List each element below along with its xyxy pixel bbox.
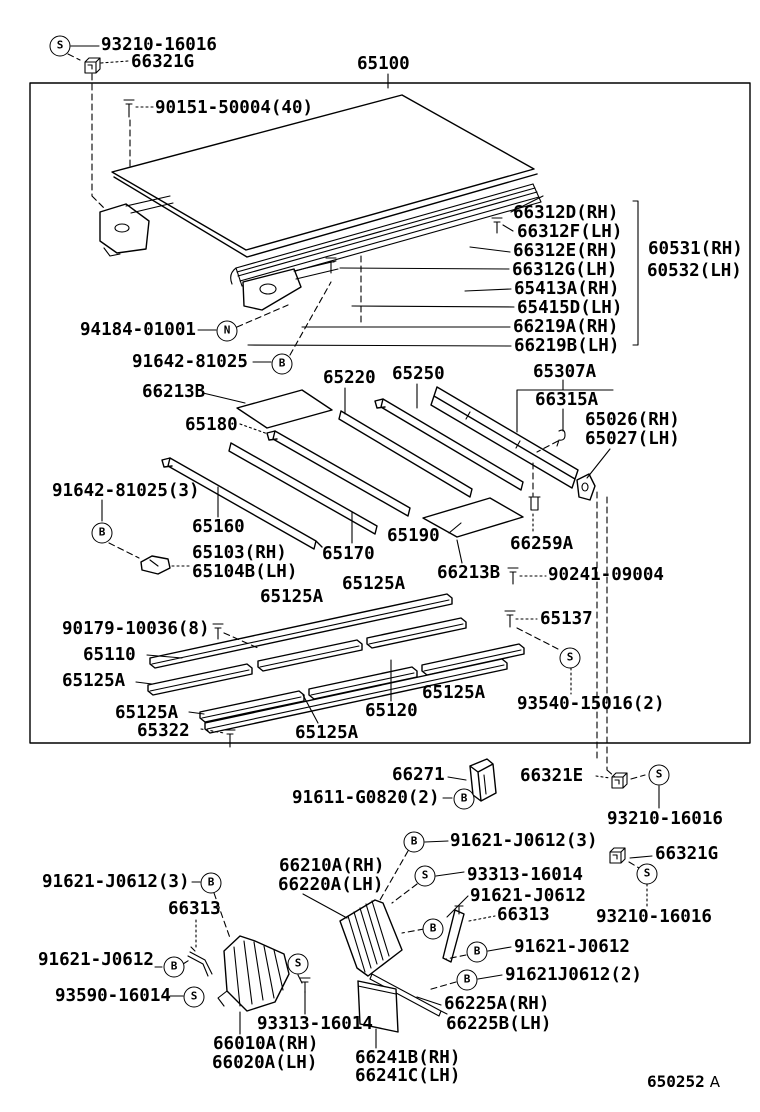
fastener-symbol-B: B	[92, 523, 113, 544]
part-label-66315A: 66315A	[535, 390, 599, 410]
fastener-symbol-B: B	[467, 942, 488, 963]
part-label-66312G-LH-: 66312G(LH)	[512, 260, 618, 280]
part-label-90241-09004: 90241-09004	[548, 565, 664, 585]
diagram-code-revision: A	[709, 1073, 721, 1091]
fastener-symbol-B: B	[454, 789, 475, 810]
fastener-symbol-S: S	[288, 954, 309, 975]
part-label-91621-J0612-3-: 91621-J0612(3)	[42, 872, 190, 892]
part-label-91621-J0612-3-: 91621-J0612(3)	[450, 831, 598, 851]
part-label-65307A: 65307A	[533, 362, 597, 382]
part-label-90179-10036-8-: 90179-10036(8)	[62, 619, 210, 639]
part-label-66010A-RH-: 66010A(RH)	[213, 1034, 319, 1054]
part-label-65137: 65137	[540, 609, 593, 629]
part-label-65250: 65250	[392, 364, 445, 384]
part-label-66020A-LH-: 66020A(LH)	[212, 1053, 318, 1073]
fastener-symbol-S: S	[50, 36, 71, 57]
fastener-symbol-S: S	[415, 866, 436, 887]
part-label-65160: 65160	[192, 517, 245, 537]
part-label-66220A-LH-: 66220A(LH)	[278, 875, 384, 895]
part-label-66313: 66313	[497, 905, 550, 925]
fastener-symbol-N: N	[217, 321, 238, 342]
fastener-symbol-B: B	[164, 957, 185, 978]
part-label-66225A-RH-: 66225A(RH)	[444, 994, 550, 1014]
part-label-65125A: 65125A	[62, 671, 126, 691]
part-label-66219A-RH-: 66219A(RH)	[513, 317, 619, 337]
part-label-65322: 65322	[137, 721, 190, 741]
part-label-65125A: 65125A	[422, 683, 486, 703]
part-label-66271: 66271	[392, 765, 445, 785]
fastener-symbol-S: S	[649, 765, 670, 786]
fastener-symbol-B: B	[201, 873, 222, 894]
clip-nut-icon	[85, 58, 100, 73]
fastener-symbol-B: B	[457, 970, 478, 991]
part-label-91621-J0612: 91621-J0612	[514, 937, 630, 957]
front-corner-bracket-drawing	[100, 196, 173, 256]
part-label-65120: 65120	[365, 701, 418, 721]
part-label-93210-16016: 93210-16016	[607, 809, 723, 829]
part-label-93210-16016: 93210-16016	[101, 35, 217, 55]
fastener-symbol-S: S	[560, 648, 581, 669]
part-label-91611-G0820-2-: 91611-G0820(2)	[292, 788, 440, 808]
part-label-93590-16014: 93590-16014	[55, 986, 171, 1006]
fastener-symbol-B: B	[404, 832, 425, 853]
part-label-65103-RH-: 65103(RH)	[192, 543, 287, 563]
part-label-93313-16014: 93313-16014	[257, 1014, 373, 1034]
part-label-93540-15016-2-: 93540-15016(2)	[517, 694, 665, 714]
part-label-66312D-RH-: 66312D(RH)	[513, 203, 619, 223]
part-label-90151-50004-40-: 90151-50004(40)	[155, 98, 314, 118]
part-label-66312E-RH-: 66312E(RH)	[513, 241, 619, 261]
corner-gusset-drawing	[243, 261, 338, 310]
floor-board-drawings	[148, 594, 524, 733]
part-label-66210A-RH-: 66210A(RH)	[279, 856, 385, 876]
part-label-66321G: 66321G	[131, 52, 195, 72]
part-label-66312F-LH-: 66312F(LH)	[517, 222, 623, 242]
part-label-65026-RH-: 65026(RH)	[585, 410, 680, 430]
part-label-66321G: 66321G	[655, 844, 719, 864]
part-label-60531-RH-: 60531(RH)	[648, 239, 743, 259]
part-label-65100: 65100	[357, 54, 410, 74]
part-label-91621-J0612: 91621-J0612	[38, 950, 154, 970]
clip-nut-icon	[612, 773, 627, 788]
part-label-65170: 65170	[322, 544, 375, 564]
diagram-code-number: 650252	[647, 1072, 705, 1091]
fender-brace-left-drawing	[188, 947, 212, 976]
part-label-66241B-RH-: 66241B(RH)	[355, 1048, 461, 1068]
part-label-65190: 65190	[387, 526, 440, 546]
part-label-66241C-LH-: 66241C(LH)	[355, 1066, 461, 1086]
support-pin-drawing	[529, 497, 540, 510]
part-label-65027-LH-: 65027(LH)	[585, 429, 680, 449]
part-label-91642-81025: 91642-81025	[132, 352, 248, 372]
part-label-94184-01001: 94184-01001	[80, 320, 196, 340]
fastener-symbol-B: B	[272, 354, 293, 375]
fender-brace-right-drawing	[443, 906, 464, 962]
part-label-65413A-RH-: 65413A(RH)	[514, 279, 620, 299]
part-label-65180: 65180	[185, 415, 238, 435]
quarter-support-drawing	[340, 900, 402, 976]
clamp-plate-drawing	[141, 556, 170, 574]
part-label-91621-J0612: 91621-J0612	[470, 886, 586, 906]
end-bracket-drawing	[577, 474, 595, 500]
clip-drawing	[557, 430, 565, 446]
part-label-65104B-LH-: 65104B(LH)	[192, 562, 298, 582]
part-label-65125A: 65125A	[295, 723, 359, 743]
fastener-symbol-S: S	[184, 987, 205, 1008]
mud-guard-drawing	[218, 936, 289, 1011]
part-label-65110: 65110	[83, 645, 136, 665]
part-label-65125A: 65125A	[342, 574, 406, 594]
spare-plate-drawing	[237, 390, 332, 428]
clip-nut-icon	[610, 848, 625, 863]
part-label-93313-16014: 93313-16014	[467, 865, 583, 885]
part-label-66321E: 66321E	[520, 766, 584, 786]
part-label-66219B-LH-: 66219B(LH)	[514, 336, 620, 356]
fastener-symbol-S: S	[637, 864, 658, 885]
part-label-66213B: 66213B	[437, 563, 501, 583]
part-label-66213B: 66213B	[142, 382, 206, 402]
fastener-symbol-B: B	[423, 919, 444, 940]
part-label-65415D-LH-: 65415D(LH)	[517, 298, 623, 318]
floor-panel-drawing	[112, 95, 537, 257]
part-label-66313: 66313	[168, 899, 221, 919]
part-label-65125A: 65125A	[260, 587, 324, 607]
part-label-66259A: 66259A	[510, 534, 574, 554]
part-label-91642-81025-3-: 91642-81025(3)	[52, 481, 200, 501]
diagram-code	[647, 1073, 720, 1091]
part-label-93210-16016: 93210-16016	[596, 907, 712, 927]
part-label-65125A: 65125A	[115, 703, 179, 723]
part-label-66225B-LH-: 66225B(LH)	[446, 1014, 552, 1034]
part-label-91621J0612-2-: 91621J0612(2)	[505, 965, 642, 985]
part-label-65220: 65220	[323, 368, 376, 388]
part-label-60532-LH-: 60532(LH)	[647, 261, 742, 281]
